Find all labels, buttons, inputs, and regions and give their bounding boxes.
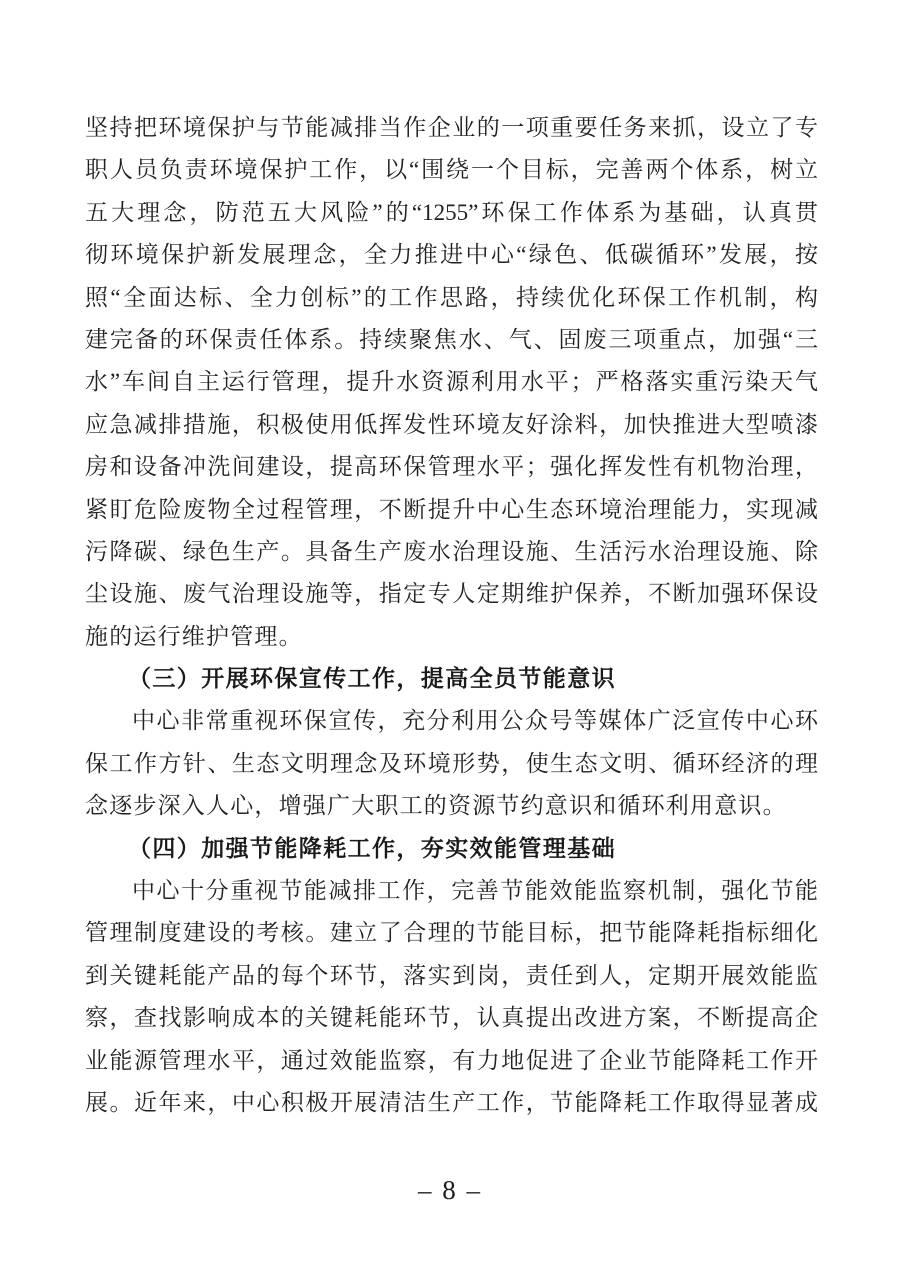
text-line: 彻环境保护新发展理念，全力推进中心“绿色、低碳循环”发展，按 [85, 242, 818, 268]
text-line: 职人员负责环境保护工作，以“围绕一个目标，完善两个体系，树立 [85, 157, 818, 183]
text-line: 紧盯危险废物全过程管理，不断提升中心生态环境治理能力，实现减 [85, 496, 818, 522]
text-line: 五大理念，防范五大风险”的“1255”环保工作体系为基础，认真贯 [85, 199, 818, 225]
text-line: 察，查找影响成本的关键耗能环节，认真提出改进方案，不断提高企 [85, 1005, 818, 1031]
section-heading: （四）加强节能降耗工作，夯实效能管理基础 [128, 835, 616, 861]
text-line: 展。近年来，中心积极开展清洁生产工作，节能降耗工作取得显著成 [85, 1089, 818, 1115]
text-line: 房和设备冲洗间建设，提高环保管理水平；强化挥发性有机物治理， [85, 454, 818, 480]
text-line: 到关键耗能产品的每个环节，落实到岗，责任到人，定期开展效能监 [85, 962, 818, 988]
text-line: 中心十分重视节能减排工作，完善节能效能监察机制，强化节能 [132, 878, 818, 904]
text-line: 建完备的环保责任体系。持续聚焦水、气、固废三项重点，加强“三 [85, 326, 818, 352]
text-line: 尘设施、废气治理设施等，指定专人定期维护保养，不断加强环保设 [85, 581, 818, 607]
text-line: 中心非常重视环保宣传，充分利用公众号等媒体广泛宣传中心环 [132, 708, 818, 734]
text-line: 管理制度建设的考核。建立了合理的节能目标，把节能降耗指标细化 [85, 920, 818, 946]
text-line: 水”车间自主运行管理，提升水资源利用水平；严格落实重污染天气 [85, 369, 818, 395]
text-line: 业能源管理水平，通过效能监察，有力地促进了企业节能降耗工作开 [85, 1047, 818, 1073]
page-number: – 8 – [418, 1175, 482, 1205]
text-line: 保工作方针、生态文明理念及环境形势，使生态文明、循环经济的理 [85, 750, 818, 776]
text-line: 念逐步深入人心，增强广大职工的资源节约意识和循环利用意识。 [85, 793, 787, 819]
text-line: 应急减排措施，积极使用低挥发性环境友好涂料，加快推进大型喷漆 [85, 411, 818, 437]
text-line: 污降碳、绿色生产。具备生产废水治理设施、生活污水治理设施、除 [85, 538, 818, 564]
document-body [85, 107, 818, 1124]
text-line: 施的运行维护管理。 [85, 623, 303, 649]
text-line: 照“全面达标、全力创标”的工作思路，持续优化环保工作机制，构 [85, 284, 818, 310]
text-line: 坚持把环境保护与节能减排当作企业的一项重要任务来抓，设立了专 [85, 115, 818, 140]
section-heading: （三）开展环保宣传工作，提高全员节能意识 [128, 666, 616, 692]
